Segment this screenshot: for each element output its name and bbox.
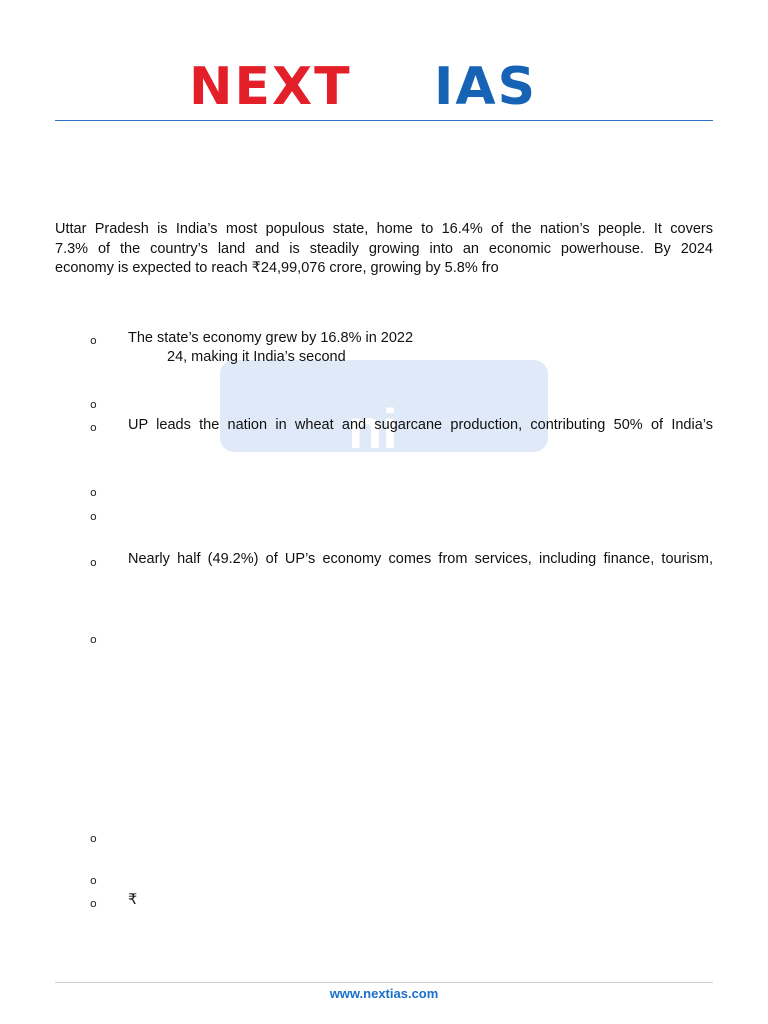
logo-next-text: NEXT: [189, 60, 352, 108]
bullet-marker: o: [90, 421, 97, 434]
bullet-marker: o: [90, 398, 97, 411]
bullet-marker: o: [90, 556, 97, 569]
bullet-marker: o: [90, 897, 97, 910]
footer-website-link[interactable]: www.nextias.com: [329, 986, 439, 1001]
bullet-marker: o: [90, 486, 97, 499]
bullet-marker: o: [90, 832, 97, 845]
brand-logo: [0, 60, 768, 108]
watermark-logo: [220, 360, 548, 460]
intro-line: 7.3% of the country’s land and is steadily growing into an economic powerhouse. By 2024: [55, 240, 713, 257]
bullet-marker: o: [90, 510, 97, 523]
header-divider: [55, 120, 713, 121]
bullet-marker: o: [90, 334, 97, 347]
footer-divider: [55, 982, 713, 983]
bullet-text: Nearly half (49.2%) of UP’s economy comes from services, including finance, tourism,: [128, 551, 713, 567]
intro-paragraph: [55, 220, 713, 279]
bullet-marker: o: [90, 633, 97, 646]
bullet-text: UP leads the nation in wheat and sugarcane production, contributing 50% of India’s: [128, 417, 713, 433]
bullet-marker: o: [90, 874, 97, 887]
bullet-text: ₹: [128, 892, 138, 908]
bullet-text-continuation: 24, making it India’s second: [167, 349, 346, 365]
intro-line: economy is expected to reach ₹24,99,076 crore, growing by 5.8% fro: [55, 260, 499, 276]
next-ias-logo-icon: [189, 60, 579, 108]
intro-line: Uttar Pradesh is India’s most populous state, home to 16.4% of the nation’s people. It covers: [55, 221, 713, 237]
logo-ias-text: IAS: [434, 60, 538, 108]
bullet-text: The state’s economy grew by 16.8% in 2022: [128, 330, 414, 346]
watermark-glyph-icon: ni: [348, 397, 398, 460]
